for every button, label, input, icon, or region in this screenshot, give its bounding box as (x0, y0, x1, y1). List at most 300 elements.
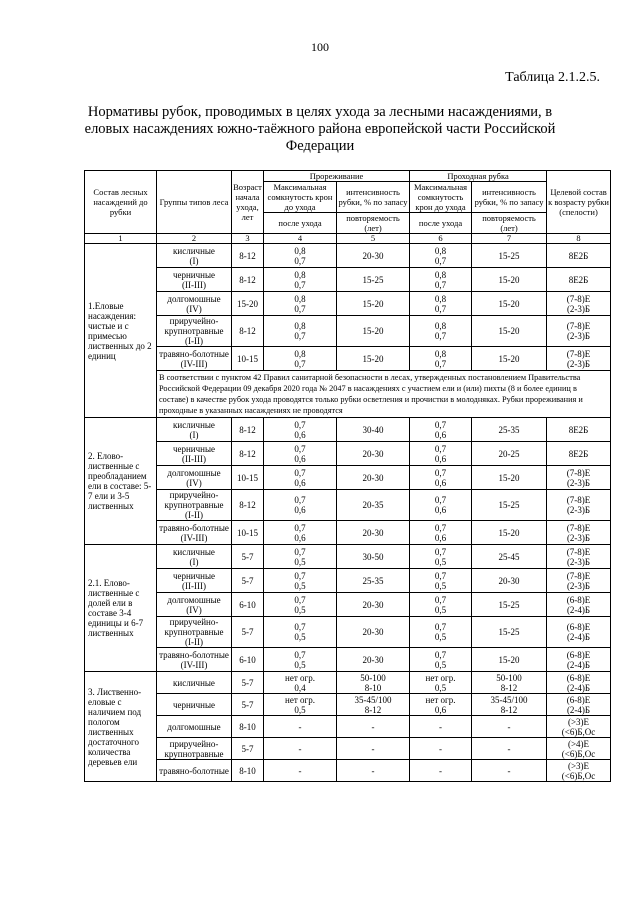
passage-density-line: 0,6 (434, 429, 447, 440)
target-composition-cell (547, 672, 611, 694)
table-row (85, 760, 611, 782)
forest-group-cell (157, 418, 232, 442)
passage-intensity-cell: 25-45 (472, 545, 547, 569)
thinning-density-line: 0,7 (294, 331, 306, 341)
thinning-density-cell (264, 716, 337, 738)
passage-density-line: 0,5 (434, 556, 447, 567)
thinning-density-line: 0,5 (294, 659, 306, 670)
forest-group-cell (157, 738, 232, 760)
forest-group-cell (157, 694, 232, 716)
table-row (85, 292, 611, 316)
column-number: 4 (264, 234, 337, 244)
forest-group-line: крупнотравные (164, 326, 224, 336)
target-composition-line: (2-4)Б (566, 604, 591, 615)
passage-density-line: 0,7 (434, 331, 447, 341)
forest-group-line: крупнотравные (164, 627, 224, 637)
start-age-cell: 8-12 (232, 442, 264, 466)
forest-group-cell (157, 648, 232, 672)
thinning-density-line: 0,8 (294, 348, 306, 359)
start-age-cell: 8-12 (232, 490, 264, 521)
start-age-cell: 10-15 (232, 521, 264, 545)
target-composition-cell (547, 617, 611, 648)
target-composition-cell (547, 292, 611, 316)
thinning-density-cell (264, 418, 337, 442)
passage-intensity-line: 8-12 (500, 682, 518, 693)
thinning-intensity-cell: 20-30 (337, 466, 410, 490)
target-composition-cell (547, 545, 611, 569)
thinning-density-line: 0,8 (294, 321, 306, 331)
forest-group-cell (157, 490, 232, 521)
forest-group-line: (IV) (186, 477, 202, 488)
target-composition-cell (547, 738, 611, 760)
target-composition-cell (547, 347, 611, 371)
forest-group-cell (157, 617, 232, 648)
thinning-density-line: 0,7 (294, 279, 306, 290)
forest-group-line: (I) (189, 255, 199, 266)
target-composition-line: (7-8)Е (566, 522, 591, 533)
thinning-intensity-cell: - (337, 738, 410, 760)
thinning-density-line: - (298, 765, 302, 776)
start-age-cell: 6-10 (232, 593, 264, 617)
target-composition-cell (547, 521, 611, 545)
thinning-density-cell (264, 617, 337, 648)
forest-group-cell (157, 521, 232, 545)
passage-density-line: 0,7 (434, 255, 447, 266)
thinning-intensity-cell (337, 694, 410, 716)
thinning-density-cell (264, 593, 337, 617)
passage-density-cell (410, 672, 472, 694)
thinning-intensity-line: 35-45/100 (354, 694, 392, 705)
forest-group-line: приручейно- (169, 490, 219, 500)
forest-group-line: кисличные (173, 677, 215, 688)
thinning-density-cell (264, 521, 337, 545)
target-composition-line: (2-3)Б (566, 505, 591, 515)
passage-density-cell (410, 593, 472, 617)
forest-group-line: (I) (189, 429, 199, 440)
passage-density-line: 0,6 (434, 477, 447, 488)
table-row (85, 716, 611, 738)
forest-group-line: (II-III) (182, 453, 206, 464)
passage-density-cell (410, 442, 472, 466)
forest-group-line: долгомошные (167, 721, 221, 732)
forest-group-line: кисличные (173, 546, 215, 557)
thinning-intensity-cell: 15-25 (337, 268, 410, 292)
forest-group-cell (157, 466, 232, 490)
thinning-density-cell (264, 490, 337, 521)
thinning-density-cell (264, 347, 337, 371)
table-row (85, 418, 611, 442)
target-composition-cell (547, 316, 611, 347)
passage-density-cell (410, 648, 472, 672)
target-composition-cell (547, 569, 611, 593)
start-age-cell: 5-7 (232, 569, 264, 593)
target-composition-line: (2-4)Б (566, 659, 591, 670)
passage-density-line: 0,7 (434, 495, 447, 505)
forest-group-line: черничные (172, 443, 216, 454)
passage-intensity-cell: 15-25 (472, 617, 547, 648)
forest-group-line: черничные (172, 269, 216, 280)
thinning-density-cell (264, 569, 337, 593)
passage-intensity-cell: 15-25 (472, 244, 547, 268)
start-age-cell: 15-20 (232, 292, 264, 316)
section-label: 3. Лиственно-еловые с наличием под пологом лиственных достаточного количества деревьев ели (85, 672, 157, 782)
target-composition-line: (2-3)Б (566, 331, 591, 341)
passage-intensity-cell: - (472, 716, 547, 738)
thinning-density-line: 0,7 (294, 303, 306, 314)
table-row (85, 569, 611, 593)
page-number: 100 (311, 40, 329, 54)
passage-intensity-cell: 20-25 (472, 442, 547, 466)
passage-density-cell (410, 292, 472, 316)
passage-density-cell (410, 244, 472, 268)
forest-group-line: (IV-III) (180, 659, 208, 670)
thinning-intensity-cell: - (337, 760, 410, 782)
passage-density-line: 0,8 (434, 321, 447, 331)
forest-group-cell (157, 347, 232, 371)
start-age-cell: 8-12 (232, 418, 264, 442)
thinning-density-line: 0,5 (294, 556, 306, 567)
table-row (85, 694, 611, 716)
forest-group-cell (157, 716, 232, 738)
target-composition-cell (547, 694, 611, 716)
thinning-density-line: 0,8 (294, 269, 306, 280)
thinning-density-line: 0,7 (294, 546, 306, 557)
target-composition-line: 8Е2Б (568, 424, 589, 435)
target-composition-cell (547, 418, 611, 442)
target-composition-line: (2-3)Б (566, 532, 591, 543)
passage-intensity-line: 8-12 (500, 704, 518, 715)
target-composition-line: (>3)Е (567, 760, 590, 771)
document-title: Нормативы рубок, проводимых в целях ухода за лесными насаждениями, в еловых насаждениях южно-таёжного района европейской части Российской Федерации (84, 104, 556, 154)
target-composition-line: (<6)Б,Ос (561, 748, 596, 759)
table-row (85, 738, 611, 760)
table-row (85, 347, 611, 371)
passage-density-line: 0,5 (434, 682, 447, 693)
forest-group-line: (I-II) (185, 336, 203, 346)
target-composition-line: (7-8)Е (566, 546, 591, 557)
passage-intensity-cell: 15-20 (472, 521, 547, 545)
forest-group-cell (157, 244, 232, 268)
thinning-density-line: 0,7 (294, 419, 306, 430)
forest-group-line: черничные (172, 570, 216, 581)
passage-density-cell (410, 490, 472, 521)
forest-group-line: (IV-III) (180, 358, 208, 369)
passage-density-line: - (439, 721, 443, 732)
passage-intensity-cell: 15-20 (472, 268, 547, 292)
thinning-intensity-line: 8-12 (364, 704, 382, 715)
passage-intensity-cell (472, 694, 547, 716)
thinning-intensity-cell (337, 672, 410, 694)
thinning-density-line: 0,5 (294, 580, 306, 591)
norms-table (84, 170, 611, 782)
thinning-intensity-cell: 30-50 (337, 545, 410, 569)
header-after-care-2: после ухода (410, 213, 472, 234)
header-max-density-2: Максимальная сомкнутость крон до ухода (410, 182, 472, 213)
thinning-density-line: 0,7 (294, 467, 306, 478)
target-composition-cell (547, 244, 611, 268)
header-repeat-1: повторяемость (лет) (337, 213, 410, 234)
target-composition-line: 8Е2Б (568, 274, 589, 285)
passage-density-line: 0,7 (434, 594, 447, 605)
thinning-intensity-cell: 20-30 (337, 442, 410, 466)
thinning-intensity-cell: 15-20 (337, 347, 410, 371)
thinning-density-line: 0,7 (294, 495, 306, 505)
target-composition-line: (6-8)Е (566, 649, 591, 660)
column-number: 3 (232, 234, 264, 244)
table-label: Таблица 2.1.2.5. (505, 70, 600, 85)
passage-intensity-cell: 15-20 (472, 648, 547, 672)
target-composition-line: (2-3)Б (566, 358, 591, 369)
thinning-density-line: 0,6 (294, 429, 306, 440)
forest-group-line: приручейно- (169, 316, 219, 326)
passage-intensity-cell: 15-20 (472, 347, 547, 371)
passage-density-cell (410, 466, 472, 490)
section-label: 1.Еловые насаждения: чистые и с примесью лиственных до 2 единиц (85, 244, 157, 418)
thinning-density-line: 0,7 (294, 358, 306, 369)
thinning-density-line: 0,6 (294, 532, 306, 543)
table-row (85, 521, 611, 545)
start-age-cell: 8-12 (232, 244, 264, 268)
target-composition-line: (7-8)Е (566, 348, 591, 359)
target-composition-cell (547, 760, 611, 782)
target-composition-cell (547, 490, 611, 521)
thinning-density-cell (264, 268, 337, 292)
thinning-intensity-cell: 20-30 (337, 244, 410, 268)
thinning-density-cell (264, 760, 337, 782)
header-forest-groups: Группы типов леса (157, 171, 232, 234)
thinning-density-cell (264, 545, 337, 569)
passage-density-line: 0,7 (434, 622, 447, 632)
forest-group-cell (157, 569, 232, 593)
target-composition-line: (6-8)Е (566, 622, 591, 632)
start-age-cell: 8-12 (232, 268, 264, 292)
target-composition-cell (547, 466, 611, 490)
passage-density-line: 0,8 (434, 293, 447, 304)
thinning-density-cell (264, 316, 337, 347)
start-age-cell: 8-12 (232, 316, 264, 347)
target-composition-line: (2-3)Б (566, 477, 591, 488)
forest-group-cell (157, 442, 232, 466)
target-composition-cell (547, 648, 611, 672)
passage-density-line: 0,8 (434, 269, 447, 280)
header-intensity-1: интенсивность рубки, % по запасу (337, 182, 410, 213)
passage-density-cell (410, 716, 472, 738)
target-composition-cell (547, 268, 611, 292)
passage-density-line: нет огр. (425, 694, 456, 705)
target-composition-cell (547, 442, 611, 466)
forest-group-cell (157, 292, 232, 316)
passage-density-line: 0,6 (434, 453, 447, 464)
forest-group-cell (157, 545, 232, 569)
thinning-intensity-cell: - (337, 716, 410, 738)
forest-group-line: приручейно- (169, 617, 219, 627)
start-age-cell: 10-15 (232, 347, 264, 371)
header-row-1 (85, 171, 611, 182)
passage-intensity-cell: 15-25 (472, 490, 547, 521)
start-age-cell: 5-7 (232, 738, 264, 760)
section-label: 2. Елово-лиственные с преобладанием ели в составе: 5-7 ели и 3-5 лиственных (85, 418, 157, 545)
thinning-density-cell (264, 292, 337, 316)
passage-density-cell (410, 738, 472, 760)
forest-group-line: крупнотравные (164, 500, 224, 510)
thinning-density-line: 0,6 (294, 505, 306, 515)
thinning-intensity-line: 8-10 (364, 682, 382, 693)
thinning-density-line: 0,8 (294, 245, 306, 256)
thinning-density-cell (264, 466, 337, 490)
start-age-cell: 6-10 (232, 648, 264, 672)
table-row (85, 648, 611, 672)
forest-group-cell (157, 672, 232, 694)
thinning-density-line: нет огр. (285, 694, 315, 705)
forest-group-line: долгомошные (167, 293, 221, 304)
passage-density-line: 0,6 (434, 532, 447, 543)
forest-group-line: черничные (172, 699, 216, 710)
passage-density-line: нет огр. (425, 672, 456, 683)
thinning-intensity-cell: 20-30 (337, 521, 410, 545)
table-row (85, 672, 611, 694)
section-label: 2.1. Елово-лиственные с долей ели в составе 3-4 единицы и 6-7 лиственных (85, 545, 157, 672)
thinning-density-cell (264, 442, 337, 466)
target-composition-line: (6-8)Е (566, 694, 591, 705)
forest-group-line: кисличные (173, 419, 215, 430)
table-row (85, 316, 611, 347)
column-number: 5 (337, 234, 410, 244)
passage-density-line: 0,5 (434, 580, 447, 591)
thinning-density-line: - (298, 743, 302, 754)
header-start-age: Возраст начала ухода, лет (232, 171, 264, 234)
thinning-intensity-cell: 15-20 (337, 316, 410, 347)
thinning-intensity-cell: 20-30 (337, 593, 410, 617)
target-composition-line: (2-4)Б (566, 682, 591, 693)
column-number: 2 (157, 234, 232, 244)
target-composition-line: (6-8)Е (566, 672, 591, 683)
thinning-density-line: нет огр. (285, 672, 315, 683)
header-max-density-1: Максимальная сомкнутость крон до ухода (264, 182, 337, 213)
passage-density-line: 0,7 (434, 358, 447, 369)
passage-density-line: 0,6 (434, 505, 447, 515)
target-composition-line: (7-8)Е (566, 467, 591, 478)
thinning-density-line: 0,4 (294, 682, 306, 693)
target-composition-line: (2-3)Б (566, 303, 591, 314)
thinning-intensity-cell: 15-20 (337, 292, 410, 316)
forest-group-line: (I-II) (185, 510, 203, 520)
target-composition-line: (6-8)Е (566, 594, 591, 605)
passage-density-cell (410, 268, 472, 292)
passage-intensity-line: 35-45/100 (490, 694, 528, 705)
target-composition-cell (547, 716, 611, 738)
column-number: 7 (472, 234, 547, 244)
passage-density-line: 0,7 (434, 649, 447, 660)
thinning-density-cell (264, 648, 337, 672)
thinning-density-line: 0,7 (294, 622, 306, 632)
column-number-row (85, 234, 611, 244)
note-row (85, 371, 611, 418)
start-age-cell: 5-7 (232, 694, 264, 716)
passage-intensity-cell (472, 672, 547, 694)
thinning-density-line: 0,7 (294, 649, 306, 660)
passage-density-line: 0,5 (434, 604, 447, 615)
forest-group-line: (I) (189, 556, 199, 567)
table-row (85, 617, 611, 648)
passage-intensity-cell: 15-25 (472, 593, 547, 617)
passage-density-line: 0,7 (434, 419, 447, 430)
passage-density-line: 0,7 (434, 467, 447, 478)
passage-density-cell (410, 545, 472, 569)
passage-intensity-cell: 15-20 (472, 466, 547, 490)
forest-group-line: (II-III) (182, 279, 206, 290)
thinning-density-line: 0,6 (294, 453, 306, 464)
passage-density-cell (410, 760, 472, 782)
regulation-note: В соответствии с пунктом 42 Правил санитарной безопасности в лесах, утвержденных постановлением Правительства Российской Федерации 09 декабря 2020 года № 2047 в насаждениях с участием ели и (или) пихты (8 и более единиц в составе) в качестве рубок ухода проводятся только рубки осветления и прочистки в молодняках. Рубки прореживания и проходные в указанных насаждениях не проводятся (157, 371, 611, 418)
table-row (85, 593, 611, 617)
thinning-intensity-cell: 20-35 (337, 490, 410, 521)
passage-density-cell (410, 617, 472, 648)
target-composition-cell (547, 593, 611, 617)
target-composition-line: (2-4)Б (566, 632, 591, 642)
thinning-density-line: 0,7 (294, 570, 306, 581)
passage-density-line: - (439, 765, 443, 776)
passage-density-line: - (439, 743, 443, 754)
header-intensity-2: интенсивность рубки, % по запасу (472, 182, 547, 213)
forest-group-line: (IV) (186, 604, 202, 615)
passage-density-cell (410, 569, 472, 593)
header-repeat-2: повторяемость (лет) (472, 213, 547, 234)
table-row (85, 545, 611, 569)
forest-group-line: приручейно- (169, 738, 219, 749)
forest-group-line: (IV-III) (180, 532, 208, 543)
thinning-density-cell (264, 244, 337, 268)
forest-group-line: крупнотравные (164, 748, 224, 759)
passage-density-cell (410, 316, 472, 347)
target-composition-line: 8Е2Б (568, 448, 589, 459)
forest-group-line: травяно-болотные (159, 649, 229, 660)
forest-group-line: травяно-болотные (159, 522, 229, 533)
passage-density-line: 0,7 (434, 570, 447, 581)
header-passage-cutting: Проходная рубка (410, 171, 547, 182)
table-row (85, 268, 611, 292)
passage-density-cell (410, 418, 472, 442)
forest-group-line: (IV) (186, 303, 202, 314)
passage-intensity-cell: 15-20 (472, 316, 547, 347)
thinning-density-cell (264, 738, 337, 760)
start-age-cell: 5-7 (232, 545, 264, 569)
passage-density-line: 0,7 (434, 546, 447, 557)
column-number: 8 (547, 234, 611, 244)
forest-group-cell (157, 268, 232, 292)
passage-density-cell (410, 347, 472, 371)
passage-intensity-line: 50-100 (496, 672, 522, 683)
table-row (85, 442, 611, 466)
thinning-density-line: 0,5 (294, 632, 306, 642)
passage-density-line: 0,7 (434, 522, 447, 533)
target-composition-line: (7-8)Е (566, 321, 591, 331)
thinning-density-line: - (298, 721, 302, 732)
passage-intensity-cell: 15-20 (472, 292, 547, 316)
thinning-intensity-cell: 25-35 (337, 569, 410, 593)
start-age-cell: 8-10 (232, 760, 264, 782)
start-age-cell: 5-7 (232, 672, 264, 694)
target-composition-line: (7-8)Е (566, 570, 591, 581)
forest-group-line: долгомошные (167, 594, 221, 605)
header-target-composition: Целевой состав к возрасту рубки (спелости) (547, 171, 611, 234)
passage-density-line: 0,6 (434, 704, 447, 715)
target-composition-line: (<6)Б,Ос (561, 770, 596, 781)
header-after-care-1: после ухода (264, 213, 337, 234)
thinning-density-line: 0,8 (294, 293, 306, 304)
target-composition-line: (2-4)Б (566, 704, 591, 715)
passage-intensity-cell: 20-30 (472, 569, 547, 593)
thinning-density-cell (264, 672, 337, 694)
